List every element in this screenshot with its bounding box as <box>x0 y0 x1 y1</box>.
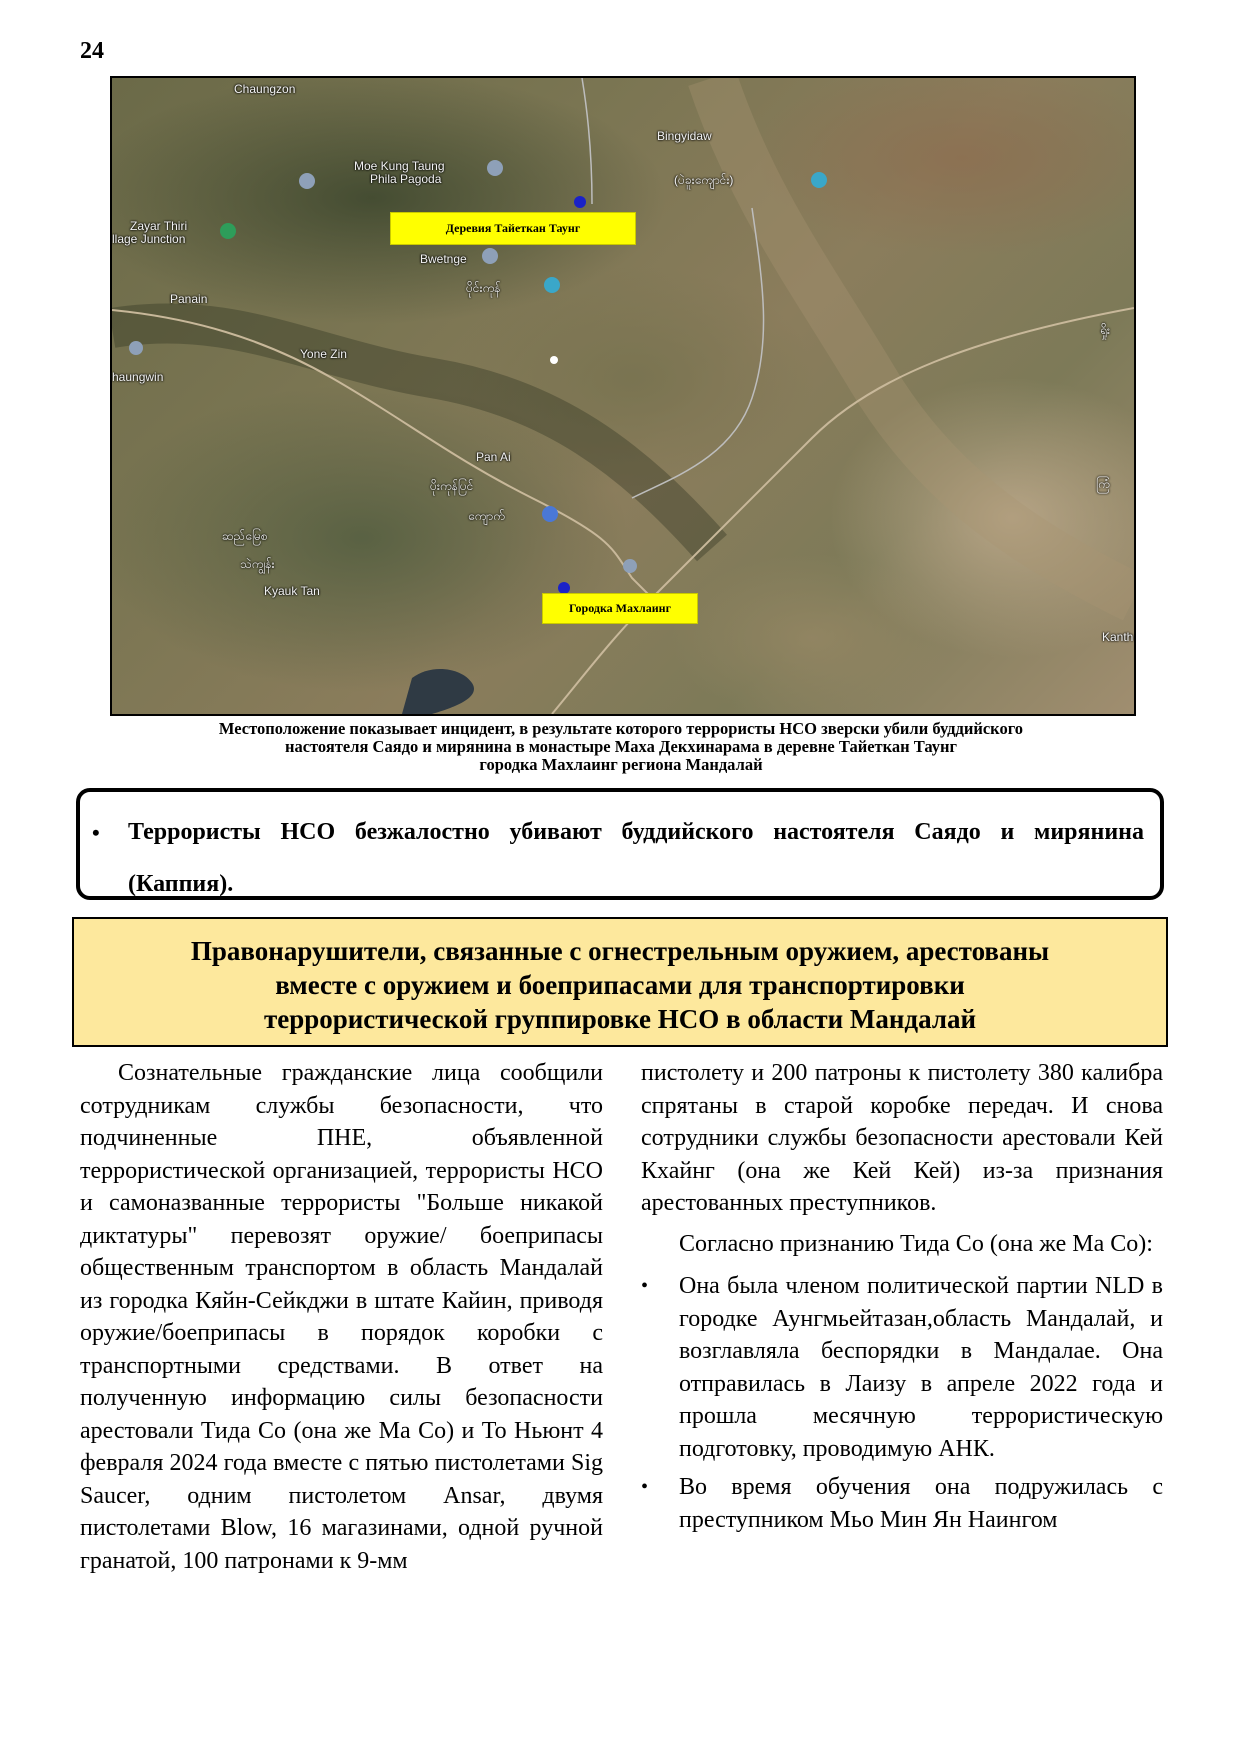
map-label-phila-pagoda: Phila Pagoda <box>370 172 442 186</box>
lake <box>402 669 474 714</box>
highlight-bullet-box <box>76 788 1164 900</box>
terrain-valley <box>712 78 1134 598</box>
satellite-map <box>110 76 1136 716</box>
road <box>582 78 592 204</box>
village-marker <box>574 196 586 208</box>
map-label-zayar-thiri: Zayar Thiri <box>130 219 188 233</box>
list-item-text: Она была членом политической партии NLD в городке Аунгмьейтазан,область Мандалай, и возглавляла беспорядки в Мандалае. Она отправилась в Лаизу в апреле 2022 года и прошла месячную террористическую подготовку, проводимую АНК. <box>679 1273 1163 1462</box>
caption-line: настоятеля Саядо и мирянина в монастыре Маха Декхинарама в деревне Тайеткан Таунг <box>284 737 958 756</box>
map-label-kyauk-tan: Kyauk Tan <box>264 584 320 598</box>
left-column <box>80 1057 603 1577</box>
map-label-bingyidaw: Bingyidaw <box>657 129 712 143</box>
map-caption <box>110 720 1132 774</box>
page-number: 24 <box>80 38 104 64</box>
map-label-kanth: Kanth <box>1102 630 1134 644</box>
poi-icon <box>542 506 558 522</box>
map-label-myanmar: (ပဲခူးကျောင်း) <box>674 173 734 187</box>
map-label-myanmar: ပိုးကုန်ပြင် <box>430 479 474 493</box>
poi-icon <box>482 248 498 264</box>
poi-icon <box>623 559 637 573</box>
body-paragraph: Сознательные гражданские лица сообщили сотрудникам службы безопасности, что подчиненные ПНЕ, объявленной террористической организацией, террористы НСО и самоназванные террористы "Больше никакой диктатуры" перевозят оружие/ боеприпасы общественным транспортом в область Мандалай из городка Кяйн-Сейкджи в штате Кайин, приводя оружие/боеприпасы в порядок коробки с транспортными средствами. В ответ на полученную информацию силы безопасности арестовали Тида Со (она же Ма Со) и То Ньюнт 4 февраля 2024 года вместе с пятью пистолетами Sig Saucer, одним пистолетом Ansar, двумя пистолетами Blow, 16 магазинами, одной ручной гранатой, 100 патронами к 9-мм <box>80 1060 603 1574</box>
right-column <box>641 1057 1163 1542</box>
map-label-moe-kung-taung: Moe Kung Taung <box>354 159 445 173</box>
poi-icon <box>811 172 827 188</box>
headline-line: Правонарушители, связанные с огнестрельным оружием, арестованы <box>190 936 1050 966</box>
map-label-bwetnge: Bwetnge <box>420 252 467 266</box>
poi-icon <box>299 173 315 189</box>
map-label-pan-ai: Pan Ai <box>476 450 511 464</box>
pagoda-icon <box>487 160 503 176</box>
bullet-marker: • <box>92 820 100 845</box>
map-label-myanmar: ပိုင်းကုန် <box>466 281 501 295</box>
body-paragraph: пистолету и 200 патроны к пистолету 380 калибра спрятаны в старой коробке передач. И снова сотрудники службы безопасности арестовали Кей Кхайнг (она же Кей Кей) из-за признания арестованных преступников. <box>641 1060 1163 1216</box>
list-item <box>641 1270 1163 1465</box>
map-label-myanmar: ရှိုး <box>1100 323 1110 337</box>
article-headline-box <box>72 917 1168 1047</box>
map-label-myanmar: သဲကျွန်း <box>240 557 275 571</box>
map-callout-town: Городка Махлаинг <box>542 593 698 624</box>
map-label-yone-zin: Yone Zin <box>300 347 347 361</box>
poi-icon <box>544 277 560 293</box>
list-item-text: Во время обучения она подружилась с преступником Мьо Мин Ян Наингом <box>679 1474 1163 1533</box>
map-label-village-junction: llage Junction <box>112 232 186 246</box>
junction-icon <box>220 223 236 239</box>
bullet-marker: • <box>641 1476 649 1498</box>
body-paragraph: Согласно признанию Тида Со (она же Ма Со): <box>679 1230 1153 1257</box>
map-label-chaungzon: Chaungzon <box>234 82 296 96</box>
map-label-myanmar: ကျောက် <box>468 509 505 523</box>
map-label-panain: Panain <box>170 292 208 306</box>
map-label-myanmar: ကြံ <box>1096 477 1110 491</box>
map-label-myanmar: ဆည်မြေစ <box>222 529 268 543</box>
poi-icon <box>129 341 143 355</box>
article-headline <box>74 919 1166 1036</box>
road <box>632 208 764 498</box>
list-item <box>641 1471 1163 1536</box>
terrain-ridge <box>112 323 712 548</box>
map-label-haungwin: haungwin <box>112 370 164 384</box>
map-callout-village: Деревия Тайеткан Таунг <box>390 212 636 245</box>
map-point <box>550 356 558 364</box>
caption-line: Местоположение показывает инцидент, в результате которого террористы НСО зверски убили буддийского <box>218 719 1024 738</box>
headline-line: вместе с оружием и боеприпасами для транспортировки <box>275 970 965 1000</box>
highlight-text: Террористы НСО безжалостно убивают буддийского настоятеля Саядо и мирянина (Каппия). <box>128 819 1144 897</box>
bullet-marker: • <box>641 1275 649 1297</box>
caption-line: городка Махлаинг региона Мандалай <box>479 755 763 774</box>
confession-list <box>641 1270 1163 1536</box>
headline-line: террористической группировке НСО в области Мандалай <box>263 1004 977 1034</box>
